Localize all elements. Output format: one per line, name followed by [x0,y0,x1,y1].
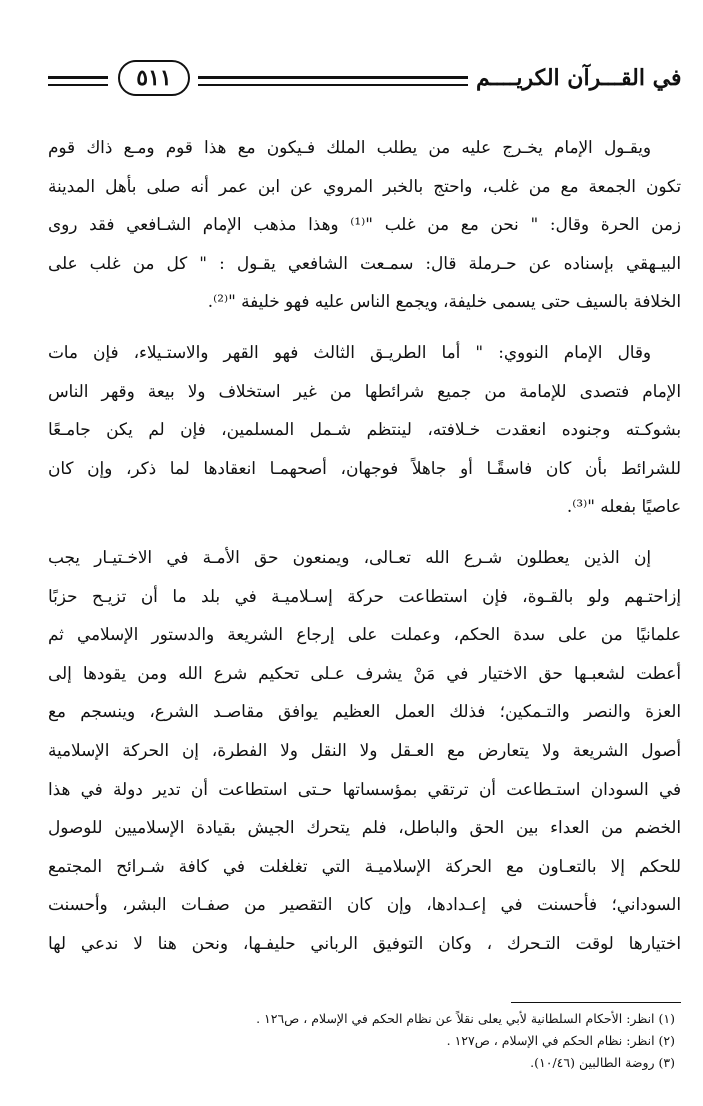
text-line: إن الذين يعطلون شـرع الله تعـالى، ويمنعون حق الأمـة في الاخـتيـار يجب [48,546,651,567]
text-line: بشوكـته وجنوده انعقدت خـلافته، لينتظم شـمل المسلمين، فإن لم يكن جامـعًا [48,419,681,440]
text-line: العزة والنصر والتـمكين؛ فذلك العمل العظيم يوافق مقاصـد الشرع، وينسجم مع [48,701,681,722]
page-body [48,128,681,974]
paragraph [48,538,681,963]
footnote: (٣) روضة الطالبين (١٠/٤٦). [530,1055,675,1070]
footnote: (١) انظر: الأحكام السلطانية لأبي يعلى نقلاً عن نظام الحكم في الإسلام ، ص١٢٦ . [256,1011,675,1026]
text-line: زمن الحرة وقال: " نحن مع من غلب "⁽¹⁾ وهذا مذهب الإمام الشـافعي فقد روى [48,214,681,235]
paragraph [48,128,681,321]
text-line: للحكم إلا بالتعـاون مع الحركة الإسلاميـة التي تغلغلت في كافة شـرائح المجتمع [48,855,681,876]
text-line: في السودان استـطاعت أن ترتقي بمؤسساتها حـتى استطاعت أن تدير دولة في هذا [48,778,681,799]
text-line: السوداني؛ فأحسنت في إعـدادها، وإن كان التقصير من صفـات البشر، وأحسنت [48,894,681,915]
text-line: أصول الشريعة ولا يتعارض مع العـقل ولا النقل ولا الفطرة، إن الحركة الإسلامية [48,739,681,760]
text-line: أعطت لشعبـها حق الاختيار في مَنْ يشرف عـلى تحكيم شرع الله ومن يقودها إلى [48,662,681,683]
header-rule [198,84,468,86]
header-rule [48,76,108,79]
footnote: (٢) انظر: نظام الحكم في الإسلام ، ص١٢٧ . [446,1033,675,1048]
text-line: ويقـول الإمام يخـرج عليه من يطلب الملك فـيكون مع هذا قوم ومـع ذاك قوم [48,137,651,157]
text-line: تكون الجمعة مع من غلب، واحتج بالخبر المروي عن ابن عمر أنه صلى بأهل المدينة [48,175,681,196]
page-header [48,52,681,104]
text-line: علمانيًا من على سدة الحكم، وعملت على إرجاع الشريعة والدستور الإسلامي ثم [48,624,681,645]
text-line: البيـهقي بإسناده عن حـرملة قال: سمـعت الشافعي يقـول : " كل من غلب على [48,252,681,273]
text-line: وقال الإمام النووي: " أما الطريـق الثالث فهو القهر والاستـيلاء، فإن مات [48,341,651,362]
text-line: عاصيًا بفعله "⁽³⁾. [566,496,681,517]
text-line: اختيارها لوقت التـحرك ، وكان التوفيق الرباني حليفـها، ونحن هنا لا ندعي لها [48,932,681,953]
text-line: إزاحتـهم ولو بالقـوة، فإن استطاعت حركة إسـلاميـة في بلد ما أن تزيـح حزبًا [48,585,681,606]
text-line: الخضم من العداء بين الحق والباطل، فلم يتحرك الجيش بقيادة الإسلاميين للوصول [48,817,681,838]
footnote-separator [511,1002,681,1003]
paragraph [48,333,681,526]
book-title: في القـــرآن الكريــــم [476,65,682,91]
text-line: للشرائط بأن كان فاسقًـا أو جاهلاً فوجهان، أصحهمـا انعقادها لما ذكر، وإن كان [48,457,681,478]
text-line: الإمام فتصدى للإمامة من جميع شرائطها من غير استخلاف ولا بيعة وقهر الناس [48,380,681,401]
page-number: ٥١١ [118,60,190,96]
footnotes [48,1008,681,1074]
text-line: الخلافة بالسيف حتى يسمى خليفة، ويجمع الناس عليه فهو خليفة "⁽²⁾. [207,291,681,312]
header-rule [198,76,468,79]
header-rule [48,84,108,86]
